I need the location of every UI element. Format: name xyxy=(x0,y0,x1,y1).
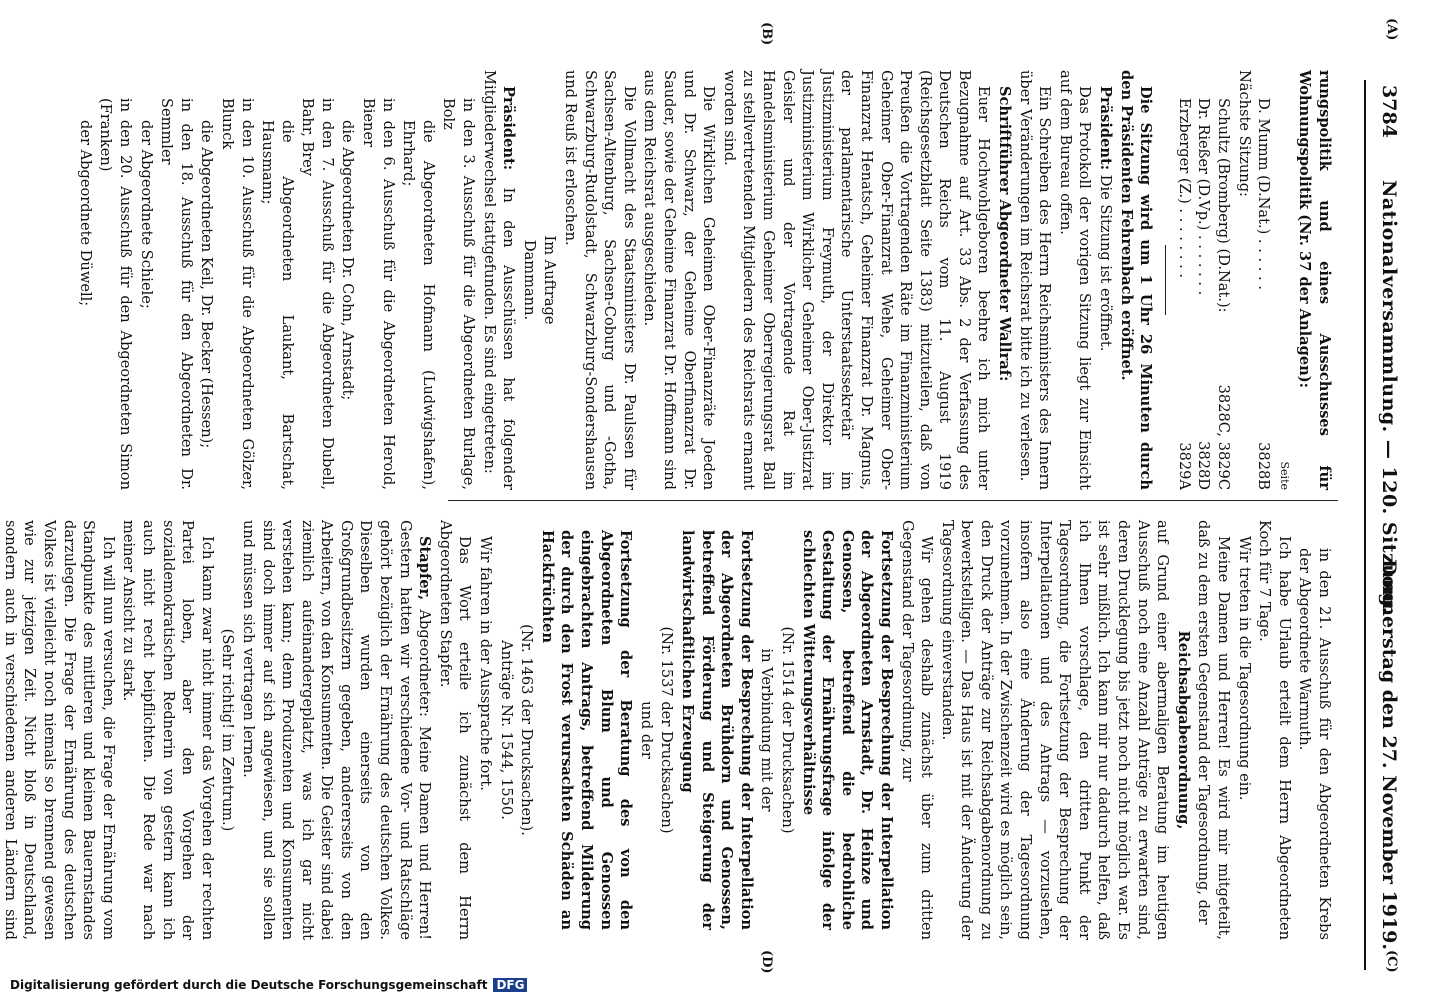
paragraph: Euer Hochwohlgeboren beehre ich mich unter Bezugnahme auf Art. 33 Abs. 2 der Verfassung des Deutschen Reichs vom 11. August 1919 (Reichsgesetzblatt Seite 1383) mitzuteilen, daß von Preußen die Vortragenden Räte im Finanzministerium Geheimer Ober-Finanzrat Wehe, Geheimer Ober-Finanzrat Henatsch, Geheimer Finanzrat Dr. Magnus, der parlamentarische Unterstaatssekretär im Justizministerium Freymuth, der Direktor im Justizministerium Wirklicher Geheimer Ober-Justizrat Geisler und der Vortragende Rat im Handelsministerium Geheimer Oberregierungsrat Ball zu stellvertretenden Mitgliedern des Reichsrats ernannt worden sind. xyxy=(720,70,993,490)
committee-line: in den 18. Ausschuß für den Abgeordneten Dr. Semmler xyxy=(158,98,195,490)
column-divider xyxy=(448,500,1338,501)
agenda-item: Fortsetzung der Besprechung der Interpellation der Abgeordneten Arnstadt, Dr. Heinze und Genossen, betreffend die bedrohliche Gestaltung der Ernährungsfrage infolge der schlechten Witterungsverhältnisse xyxy=(799,530,895,930)
committee-line: in den 20. Ausschuß für den Abgeordneten Simon (Franken) xyxy=(97,98,134,490)
paragraph: Meine Damen und Herren! Es wird mir mitgeteilt, daß zu dem ersten Gegenstand der Tagesordnung, der xyxy=(1195,520,1233,940)
committee-members: der Abgeordnete Düwell; xyxy=(76,120,94,307)
seite-label: Seite xyxy=(1277,461,1291,490)
agenda-ref: (Nr. 1537 der Drucksachen) xyxy=(658,626,676,834)
margin-mark-d: (D) xyxy=(759,950,774,974)
committee-members: die Abgeordneten Laukant, Bartschat, Hausmann; xyxy=(259,120,296,490)
separator xyxy=(1165,245,1166,315)
committee-members: der Abgeordnete Schiele; xyxy=(137,120,155,309)
agenda-ref: (Nr. 1514 der Drucksachen) xyxy=(778,626,796,834)
toc-entry: D. Mumm (D.Nat.) . . . . . . 3828B xyxy=(1255,98,1273,490)
next-session-label: Nächste Sitzung: xyxy=(1235,70,1253,197)
committee-line: in den 7. Ausschuß für die Abgeordneten Dubell, Bahr, Brey xyxy=(299,98,336,490)
interjection: (Sehr richtig! im Zentrum.) xyxy=(219,628,237,832)
page-number: 3784 xyxy=(1378,85,1400,138)
digitization-credit xyxy=(0,970,1434,1000)
toc-entry: Erzberger (Z.) . . . . . . . . 3829A xyxy=(1175,98,1193,490)
committee-line: in den 6. Ausschuß für die Abgeordneten Herold, Biener xyxy=(360,98,397,490)
credit-text: Digitalisierung gefördert durch die Deutsche Forschungsgemeinschaft xyxy=(10,978,488,992)
committee-line: in den 10. Ausschuß für die Abgeordneten Gölzer, Blunck xyxy=(218,98,256,490)
right-column xyxy=(0,520,1334,940)
committee-members: die Abgeordneten Dr. Cohn, Arnstadt; xyxy=(339,120,357,401)
paragraph: Die Sitzung wird um 1 Uhr 26 Minuten durch den Präsidenten Fehrenbach eröffnet. xyxy=(1117,70,1155,490)
committee-line: in den 21. Ausschuß für den Abgeordneten Krebs der Abgeordnete Warmuth. xyxy=(1296,548,1333,940)
paragraph: Wir treten in die Tagesordnung ein. xyxy=(1235,536,1253,801)
header-rule xyxy=(1364,80,1366,970)
motions-line: Anträge Nr. 1544, 1550. xyxy=(497,640,515,820)
paragraph: Ich will nun versuchen, die Frage der Ernährung vom Standpunkte des mittleren und kleinen Bauernstandes darzulegen. Die Frage der Ernährung des deutschen Volkes ist vielleicht noch niemals so brennend gewesen wie zur jetzigen Zeit. Nicht bloß in Deutschland, sondern auch in verschiedenen anderen Ländern sind xyxy=(1,520,117,940)
margin-mark-b: (B) xyxy=(759,22,774,46)
margin-mark-a: (A) xyxy=(1384,18,1399,41)
signature-name: Dammann. xyxy=(520,239,538,321)
paragraph: Wir fahren in der Aussprache fort. xyxy=(477,536,495,791)
paragraph: auf Grund einer abermaligen Beratung im heutigen Ausschuß noch eine Anzahl Anträge zu erwarten sind, deren Drucklegung bis jetzt noch nicht möglich war. Es ist sehr mißlich. Ich kann mir nur dadurch helfen, daß ich Ihnen vorschlage, den dritten Punkt der Tagesordnung, die Fortsetzung der Besprechung der Interpellationen und des Antrags — vorzusehen, insofern also eine Änderung der Tagesordnung vorzunehmen. In der Zwischenzeit wird es möglich sein, den Druck der Anträge zur Reichsabgabenordnung zu bewerkstelligen. — Das Haus ist mit der Änderung der Tagesordnung einverstanden. xyxy=(938,520,1172,940)
paragraph: Ein Schreiben des Herrn Reichsministers des Innern über Veränderungen im Reichsrat bitte ich zu verlesen. xyxy=(1016,70,1054,490)
agenda-connector: in Verbindung mit der xyxy=(758,648,776,812)
paragraph: Stapfer, Abgeordneter: Meine Damen und Herren! Gestern hatten wir verschiedene Vor- und Ratschläge gehört bezüglich der Ernährung des deutschen Volkes. Dieselben wurden einerseits von den Großgrundbesitzern gegeben, andererseits von den Arbeitern, von den Konsumenten. Die Geister sind dabei ziemlich aufeinandergeplatzt, was ich gar nicht verstehen kann; denn Produzenten und Konsumenten sind doch immer auf sich angewiesen, und sie sollen und müssen sich vertragen lernen. xyxy=(239,520,434,940)
paragraph: Ich habe Urlaub erteilt dem Herrn Abgeordneten Koch für 7 Tage. xyxy=(1256,520,1293,940)
agenda-heading: Reichsabgabenordnung, xyxy=(1174,630,1192,830)
speaker-line: Schriftführer Abgeordneter Wallraf: xyxy=(996,86,1014,382)
paragraph: Präsident: In den Ausschüssen hat folgender Mitgliederwechsel stattgefunden. Es sind eingetreten: xyxy=(480,70,518,491)
agenda-item: Fortsetzung der Besprechung der Interpellation der Abgeordneten Brühdorn und Genossen, betreffend Förderung und Steigerung der landwirtschaftlichen Erzeugung xyxy=(679,530,755,930)
page-header xyxy=(1340,40,1400,970)
signature-line: Im Auftrage xyxy=(541,235,559,325)
paragraph: Die Vollmacht des Staatsministers Dr. Paulssen für Sachsen-Altenburg, Sachsen-Coburg und -Gotha, Schwarzburg-Rudolstadt, Schwarzburg-Sondershausen und Reuß ist erloschen. xyxy=(562,70,638,490)
paragraph: Ich kann zwar nicht immer das Vorgehen der rechten Partei loben, aber den Vorgehen der sozialdemokratischen Rednerin von gestern kann ich auch nicht recht beipflichten. Die Rede war nach meiner Ansicht zu stark. xyxy=(120,520,216,940)
toc-entry: Schultz (Bromberg) (D.Nat.): 3828C, 3829C xyxy=(1215,98,1233,490)
committee-members: die Abgeordneten Hofmann (Ludwigshafen), Ehrhard; xyxy=(400,120,437,490)
page-date: Donnerstag den 27. November 1919. xyxy=(1378,559,1400,950)
margin-mark-c: (C) xyxy=(1384,950,1399,973)
paragraph: Das Protokoll der vorigen Sitzung liegt zur Einsicht auf dem Bureau offen. xyxy=(1056,70,1094,490)
paragraph: Die Wirklichen Geheimen Ober-Finanzräte Joeden und Dr. Schwarz, der Geheime Oberfinanzrat Dr. Sauder, sowie der Geheime Finanzrat Dr. Hoffmann sind aus dem Reichsrat ausgeschieden. xyxy=(641,70,718,490)
committee-line: in den 3. Ausschuß für die Abgeordneten Burlage, Bolz xyxy=(440,98,478,490)
paragraph: Präsident: Die Sitzung ist eröffnet. xyxy=(1097,86,1115,352)
agenda-text: rungspolitik und eines Ausschusses für Wohnungspolitik (Nr. 37 der Anlagen): xyxy=(1296,70,1333,490)
agenda-connector: und der xyxy=(637,701,655,759)
paragraph: Wir gehen deshalb zunächst über zum dritten Gegenstand der Tagesordnung, zur xyxy=(898,520,936,940)
agenda-item: Fortsetzung der Beratung des von den Abgeordneten Blum und Genossen eingebrachten Antrags, betreffend Milderung der durch den Frost verursachten Schäden an Hackfrüchten xyxy=(538,530,635,930)
committee-members: die Abgeordneten Keil, Dr. Becker (Hessen); xyxy=(198,120,216,449)
left-column xyxy=(74,70,1334,490)
paragraph: Das Wort erteile ich zunächst dem Herrn Abgeordneten Stapfer. xyxy=(436,520,474,940)
dfg-logo: DFG xyxy=(493,978,527,992)
page-title: Nationalversammlung. — 120. Sitzung. xyxy=(1378,180,1400,614)
agenda-ref: (Nr. 1463 der Drucksachen). xyxy=(518,624,536,836)
toc-entry: Dr. Rießer (D.Vp.) . . . . . . . 3828D xyxy=(1195,98,1213,490)
